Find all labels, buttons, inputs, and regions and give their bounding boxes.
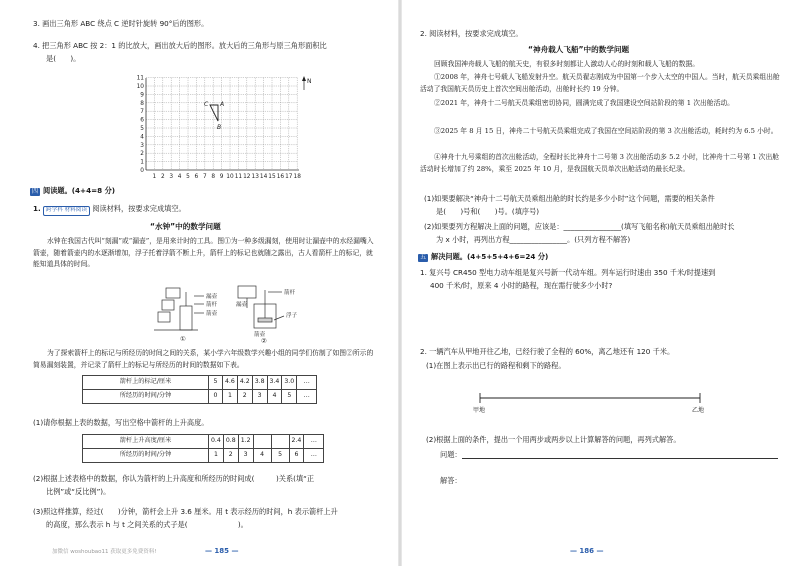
table-cell: … bbox=[297, 390, 317, 404]
y-tick-label: 0 bbox=[140, 168, 144, 174]
x-tick-label: 6 bbox=[194, 174, 199, 180]
passage-paragraph-2: 为了探索箭杆上的标记与所经历的时间之间的关系，某小学六年级数学兴趣小组的同学们仿制了如图②所示的简易漏刻装置，并记录了箭杆上的标记与所经历的时间的数据如下表。 bbox=[33, 349, 374, 369]
shenzhou-item-4: ④神舟十九号乘组的首次出舱活动，全程时长比神舟十二号第 3 次出舱活动多 5.2 小时，比神舟十二号第 1 次出舱活动时长增加了约 28%，乘至 2025 年 10 月，是我国航天员单次出舱活动的最长纪录。 bbox=[420, 153, 780, 173]
table-cell: 5 bbox=[282, 390, 297, 404]
problem-2-sub1: (1)在图上表示出已行的路程和剩下的路程。 bbox=[426, 361, 566, 370]
shenzhou-item-2: ②2021 年，神舟十二号航天员乘组密切协同，圆满完成了我国建设空间站阶段的第 1 次出舱活动。 bbox=[434, 99, 734, 107]
q1-instruction: 阅读材料，按要求完成填空。 bbox=[92, 204, 186, 213]
x-tick-label: 7 bbox=[202, 174, 207, 180]
table-cell: 0.4 bbox=[209, 435, 224, 449]
sub-question-2-line1: (2)根据上述表格中的数据，你认为箭杆的上升高度和所经历的时间成( )关系(填“正 bbox=[33, 474, 315, 483]
fig1-label-jianhu: 箭壶 bbox=[206, 311, 218, 317]
problem-2-line1: 2. 一辆汽车从甲地开往乙地，已经行驶了全程的 60%，离乙地还有 120 千米。 bbox=[420, 347, 675, 356]
section-5-badge: 五 bbox=[420, 254, 427, 261]
x-tick-label: 16 bbox=[276, 174, 285, 180]
sub-question-3-line2: 的高度，那么表示 h 与 t 之间关系的式子是( )。 bbox=[46, 520, 248, 529]
table-cell: … bbox=[304, 449, 324, 463]
fig2-label-jiangan: 箭杆 bbox=[284, 290, 296, 296]
problem-1-line1: 1. 复兴号 CR450 型电力动车组是复兴号新一代动车组。列车运行时速由 350 千米/时提速到 bbox=[420, 268, 716, 277]
table-cell: 所经历的时间/分钟 bbox=[83, 390, 209, 404]
x-tick-label: 13 bbox=[251, 174, 259, 180]
point-b-label: B bbox=[217, 124, 222, 131]
table-cell: 4.2 bbox=[237, 376, 252, 390]
table-cell: 1 bbox=[223, 390, 238, 404]
reading-question-2: 2. 阅读材料，按要求完成填空。 bbox=[420, 29, 523, 38]
table-cell: 5 bbox=[271, 449, 289, 463]
table-cell: 所经历的时间/分钟 bbox=[83, 449, 209, 463]
table-cell: 6 bbox=[289, 449, 304, 463]
point-c-label: C bbox=[204, 101, 209, 108]
table-cell: 3.4 bbox=[267, 376, 282, 390]
shenzhou-intro: 回顾我国神舟载人飞船的航天史，有很多时刻都让人激动人心的时刻和载人飞船的数据。 bbox=[434, 60, 700, 68]
x-tick-label: 10 bbox=[226, 174, 234, 180]
section-5-title: 解决问题。(4+5+5+4+6=24 分) bbox=[431, 252, 549, 261]
section-4-badge: 四 bbox=[32, 188, 39, 195]
shenzhou-item-3: ③2025 年 8 月 15 日，神舟二十号航天员乘组完成了我国在空间站阶段的第 3 次出舱活动，耗时约为 6.5 小时。 bbox=[434, 127, 778, 135]
table-cell: 4 bbox=[253, 449, 271, 463]
x-tick-label: 14 bbox=[259, 174, 268, 180]
table-cell: 4 bbox=[267, 390, 282, 404]
table-mark-vs-time bbox=[82, 375, 317, 404]
table-cell: 箭杆上升高度/厘米 bbox=[83, 435, 209, 449]
table-cell: 3 bbox=[238, 449, 253, 463]
section-4-header bbox=[30, 186, 115, 196]
passage-title-water-clock: “水钟”中的数学问题 bbox=[150, 222, 221, 231]
table-cell: … bbox=[297, 376, 317, 390]
y-tick-label: 6 bbox=[140, 117, 144, 124]
figure-1-multilevel-clepsydra bbox=[154, 288, 204, 330]
table-height-vs-time bbox=[82, 434, 324, 463]
fig2-label-jianhu: 箭壶 bbox=[254, 332, 266, 338]
x-tick-label: 12 bbox=[243, 174, 251, 180]
x-tick-label: 4 bbox=[177, 174, 182, 180]
table-cell: 0.8 bbox=[223, 435, 238, 449]
x-tick-label: 9 bbox=[219, 174, 224, 180]
y-tick-label: 1 bbox=[140, 159, 144, 166]
y-tick-label: 10 bbox=[136, 84, 144, 90]
start-point-label: 甲地 bbox=[473, 407, 486, 414]
x-tick-label: 17 bbox=[285, 174, 293, 180]
reading-question-1 bbox=[33, 204, 186, 216]
x-tick-label: 8 bbox=[211, 174, 216, 180]
sub-question-2-line2: 为 x 小时，再列出方程________________。(只列方程不解答) bbox=[436, 235, 631, 244]
y-tick-label: 11 bbox=[136, 75, 144, 82]
fig1-label-louhu: 漏壶 bbox=[206, 294, 218, 300]
table-row bbox=[83, 435, 324, 449]
table-cell: 2 bbox=[223, 449, 238, 463]
table-cell: 0 bbox=[209, 390, 223, 404]
footer-watermark: 加微信 woshoubao11 获取更多免费资料! bbox=[52, 549, 157, 555]
passage-title-shenzhou: “神舟载人飞船”中的数学问题 bbox=[528, 45, 630, 54]
sub-question-1-line2: 是( )号和( )号。(填序号) bbox=[436, 207, 540, 216]
route-segment-diagram[interactable] bbox=[460, 386, 720, 420]
solution-label: 解答： bbox=[440, 476, 462, 485]
cross-subject-tag: 跨学科 材料阅读 bbox=[43, 206, 90, 216]
question-answer-label: 问题： bbox=[440, 450, 462, 459]
figure-1-label: ① bbox=[180, 335, 186, 343]
fig2-label-fuzi: 浮子 bbox=[286, 313, 298, 319]
sub-question-3-line1: (3)照这样推算，经过( )分钟，箭杆会上升 3.6 厘米。用 t 表示经历的时间，h 表示箭杆上升 bbox=[33, 507, 338, 516]
sub-question-2-line1: (2)如果要列方程解决上面的问题，应该是：________________(填写飞船名称)航天员乘组出舱时长 bbox=[424, 222, 735, 231]
shenzhou-item-1: ①2008 年，神舟七号载人飞船发射升空。航天员翟志刚成为中国第一个步入太空的中国人。当时，航天员乘组出舱活动了我国航天员历史上首次空间出舱活动，出舱时长约 19 分钟。 bbox=[420, 73, 780, 93]
table-row bbox=[83, 449, 324, 463]
north-arrow-icon bbox=[302, 76, 312, 90]
x-tick-label: 15 bbox=[268, 174, 276, 180]
table-cell: 2 bbox=[237, 390, 252, 404]
y-tick-label: 8 bbox=[140, 100, 144, 107]
table-cell: 2.4 bbox=[289, 435, 304, 449]
table-row bbox=[83, 390, 317, 404]
passage-paragraph-1: 水钟在我国古代叫“刻漏”或“漏壶”，是用来计时的工具。图①为一种多级漏刻，使用时让漏壶中的水经漏嘴入箭壶，随着箭壶内的水逐渐增加，浮子托着浮箭不断上升，箭杆上的标记也就随之露出，古人看箭杆上的标记，就能知道具体的时间。 bbox=[33, 237, 374, 268]
question-4-line1: 4. 把三角形 ABC 按 2：1 的比放大，画出放大后的图形。放大后的三角形与原三角形面积比 bbox=[33, 41, 327, 50]
problem-1-line2: 400 千米/时，原来 4 小时的路程，现在需行驶多少小时? bbox=[430, 281, 613, 290]
page-number-185: — 185 — bbox=[205, 547, 239, 555]
table-cell: 3.0 bbox=[282, 376, 297, 390]
table-cell: 1 bbox=[209, 449, 224, 463]
point-a-label: A bbox=[220, 101, 225, 108]
table-row bbox=[83, 376, 317, 390]
sub-question-1: (1)请你根据上表的数据，写出空格中箭杆的上升高度。 bbox=[33, 418, 209, 427]
table-cell: 3 bbox=[252, 390, 267, 404]
y-tick-label: 2 bbox=[140, 151, 144, 158]
coordinate-grid bbox=[132, 74, 312, 184]
table-cell: 4.6 bbox=[223, 376, 238, 390]
y-tick-label: 9 bbox=[140, 92, 144, 99]
table-cell: 5 bbox=[209, 376, 223, 390]
y-tick-label: 7 bbox=[140, 109, 144, 116]
x-tick-label: 1 bbox=[152, 174, 157, 180]
figure-2-label: ② bbox=[261, 337, 267, 344]
x-tick-label: 2 bbox=[160, 174, 165, 180]
table-cell: … bbox=[304, 435, 324, 449]
table-cell: 箭杆上的标记/厘米 bbox=[83, 376, 209, 390]
section-5-header bbox=[418, 252, 548, 262]
y-tick-label: 5 bbox=[140, 126, 144, 132]
problem-2-sub2: (2)根据上面的条件，提出一个用两步或两步以上计算解答的问题，再列式解答。 bbox=[426, 435, 681, 444]
sub-question-1-line1: (1)如果要解决“神舟十二号航天员乘组出舱的时长约是多少小时”这个问题，需要的相关条件 bbox=[424, 194, 715, 203]
right-page bbox=[400, 0, 800, 566]
question-4-line2: 是( )。 bbox=[46, 54, 81, 63]
q1-number: 1. bbox=[33, 204, 41, 213]
y-tick-label: 3 bbox=[140, 142, 144, 149]
svg-text:N: N bbox=[307, 78, 312, 85]
x-tick-label: 18 bbox=[293, 174, 301, 180]
fig2-label-louhu: 漏壶 bbox=[236, 302, 248, 308]
question-answer-line[interactable] bbox=[462, 458, 778, 459]
x-tick-label: 3 bbox=[169, 174, 174, 180]
table-cell: 3.8 bbox=[252, 376, 267, 390]
x-tick-label: 11 bbox=[234, 174, 243, 180]
question-3: 3. 画出三角形 ABC 绕点 C 逆时针旋转 90°后的图形。 bbox=[33, 19, 209, 28]
table-cell: 1.2 bbox=[238, 435, 253, 449]
y-tick-label: 4 bbox=[140, 134, 144, 141]
x-tick-label: 5 bbox=[186, 174, 190, 180]
page-number-186: — 186 — bbox=[570, 547, 604, 555]
blank-cell-2[interactable] bbox=[271, 435, 289, 449]
fig1-label-jiangan: 箭杆 bbox=[206, 302, 218, 308]
triangle-abc bbox=[210, 105, 218, 121]
section-4-title: 阅读题。(4+4=8 分) bbox=[43, 186, 116, 195]
water-clock-figures bbox=[150, 282, 320, 344]
sub-question-2-line2: 比例”或“反比例”)。 bbox=[46, 487, 111, 496]
blank-cell-1[interactable] bbox=[253, 435, 271, 449]
end-point-label: 乙地 bbox=[692, 407, 705, 414]
